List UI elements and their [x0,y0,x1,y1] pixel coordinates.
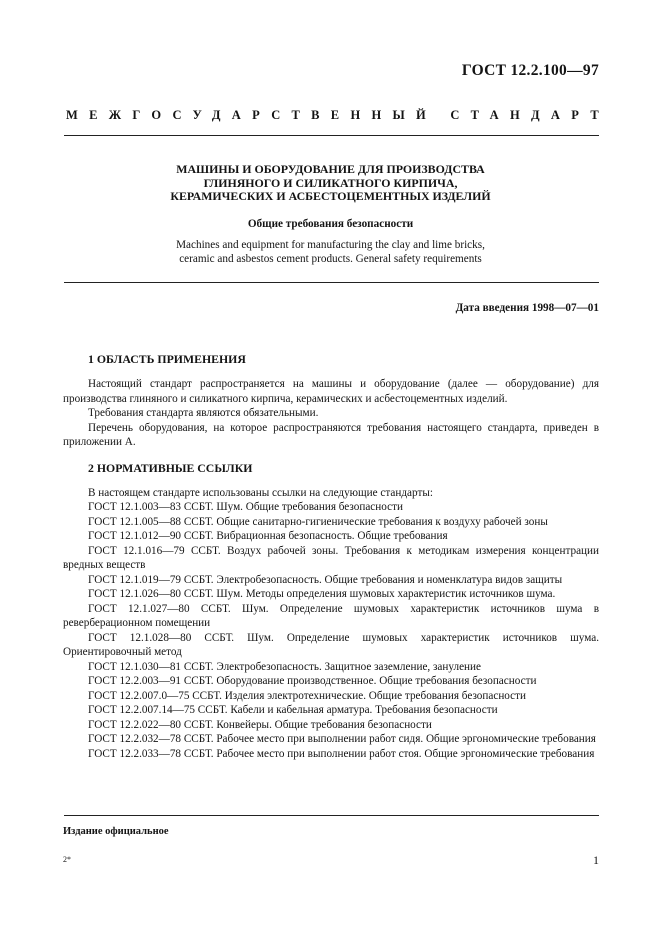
english-title-line: ceramic and asbestos cement products. General safety requirements [179,252,482,265]
official-edition-label: Издание официальное [63,826,169,837]
english-title-line: Machines and equipment for manufacturing the clay and lime bricks, [176,239,485,251]
footer-rule [64,815,599,816]
top-rule [64,135,599,136]
english-title [100,239,561,266]
document-code: ГОСТ 12.2.100—97 [461,62,599,79]
reference-item: ГОСТ 12.2.022—80 ССБТ. Конвейеры. Общие требования безопасности [88,718,432,731]
paragraph: В настоящем стандарте использованы ссылки на следующие стандарты: [88,486,433,499]
reference-item: ГОСТ 12.1.030—81 ССБТ. Электробезопасность. Защитное заземление, зануление [88,660,481,673]
reference-item: ГОСТ 12.2.032—78 ССБТ. Рабочее место при выполнении работ сидя. Общие эргономические требования [88,733,596,745]
reference-item: ГОСТ 12.1.003—83 ССБТ. Шум. Общие требования безопасности [88,501,403,513]
reference-item: ГОСТ 12.1.012—90 ССБТ. Вибрационная безопасность. Общие требования [88,530,448,542]
russian-subtitle: Общие требования безопасности [247,218,414,230]
title-line: МАШИНЫ И ОБОРУДОВАНИЕ ДЛЯ ПРОИЗВОДСТВА [176,162,485,176]
section-1-heading: 1 ОБЛАСТЬ ПРИМЕНЕНИЯ [88,352,246,366]
title-rule [64,282,599,283]
reference-item: ГОСТ 12.2.033—78 ССБТ. Рабочее место при выполнении работ стоя. Общие эргономические требования [88,747,595,760]
reference-item: ГОСТ 12.1.026—80 ССБТ. Шум. Методы определения шумовых характеристик источников шума. [88,588,556,600]
reference-item: ГОСТ 12.2.003—91 ССБТ. Оборудование производственное. Общие требования безопасности [88,675,537,687]
page-number: 1 [593,853,599,867]
paragraph: Настоящий стандарт распространяется на машины и оборудование (далее — оборудование) для производства глиняного и силикатного кирпича, керамических и асбестоцементных изделий. [63,378,599,405]
banner-standard-word: СТАНДАРТ [450,108,610,122]
title-line: ГЛИНЯНОГО И СИЛИКАТНОГО КИРПИЧА, [203,175,458,190]
reference-item: ГОСТ 12.2.007.14—75 ССБТ. Кабели и кабельная арматура. Требования безопасности [88,704,498,716]
reference-item: ГОСТ 12.1.027—80 ССБТ. Шум. Определение шумовых характеристик источников шума в реверберационном помещении [63,602,599,629]
title-line: КЕРАМИЧЕСКИХ И АСБЕСТОЦЕМЕНТНЫХ ИЗДЕЛИЙ [170,189,491,203]
footnote-mark: 2* [63,855,71,864]
banner-interstate-word: МЕЖГОСУДАРСТВЕННЫЙ [66,108,438,122]
reference-item: ГОСТ 12.1.016—79 ССБТ. Воздух рабочей зоны. Требования к методикам измерения концентрации вредных веществ [63,544,599,571]
reference-item: ГОСТ 12.2.007.0—75 ССБТ. Изделия электротехнические. Общие требования безопасности [88,689,527,702]
reference-item: ГОСТ 12.1.005—88 ССБТ. Общие санитарно-гигиенические требования к воздуху рабочей зоны [88,515,548,528]
paragraph: Требования стандарта являются обязательными. [88,407,319,419]
section-2-heading: 2 НОРМАТИВНЫЕ ССЫЛКИ [88,460,253,475]
main-content [63,352,599,761]
russian-title [100,163,561,204]
reference-item: ГОСТ 12.1.028—80 ССБТ. Шум. Определение шумовых характеристик источников шума. Ориентировочный метод [63,631,599,658]
effective-date: Дата введения 1998—07—01 [455,302,599,314]
standard-banner [66,108,610,123]
paragraph: Перечень оборудования, на которое распространяются требования настоящего стандарта, приведен в приложении А. [63,421,599,448]
reference-item: ГОСТ 12.1.019—79 ССБТ. Электробезопасность. Общие требования и номенклатура видов защиты [88,573,563,586]
